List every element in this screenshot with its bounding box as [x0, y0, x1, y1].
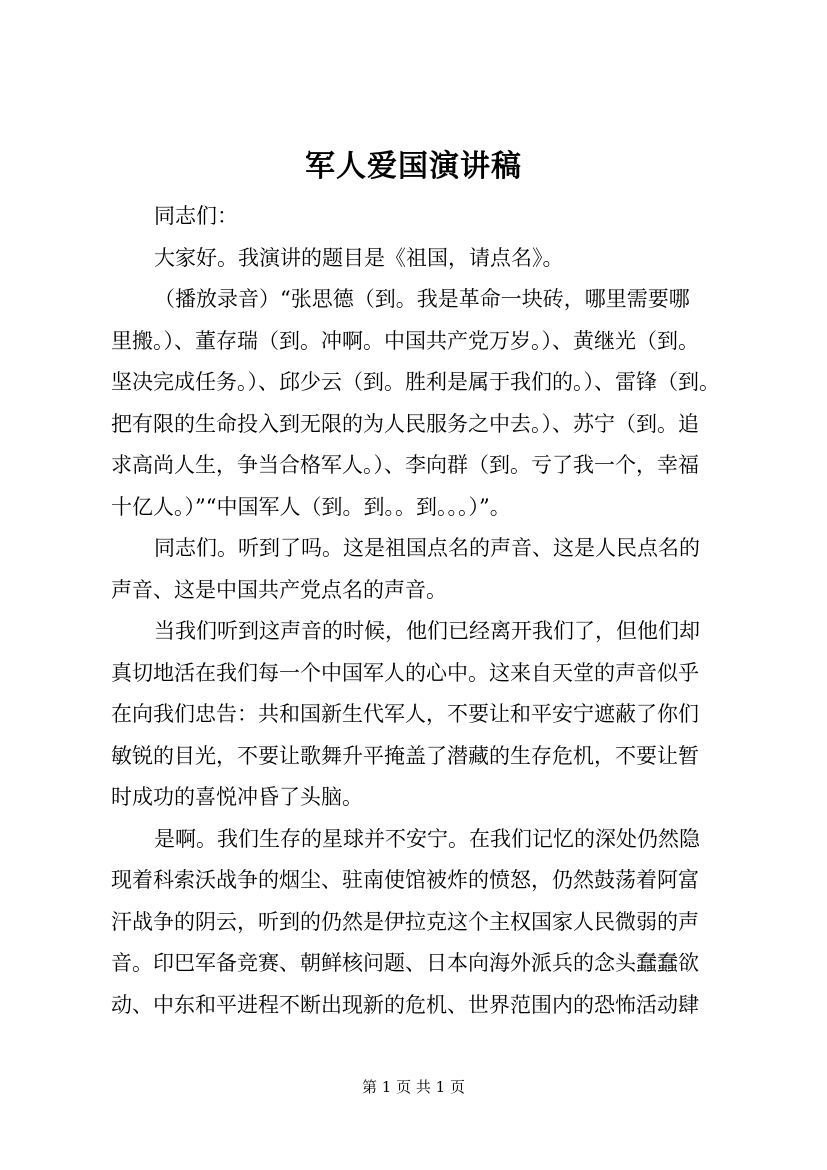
text-line: 音。印巴军备竞赛、朝鲜核问题、日本向海外派兵的念头蠢蠢欲 — [111, 951, 699, 975]
text-line: 声音、这是中国共产党点名的声音。 — [111, 577, 447, 602]
paragraph-warning — [111, 611, 741, 819]
text-line: 把有限的生命投入到无限的为人民服务之中去。）、苏宁（到。追 — [111, 411, 699, 436]
text-line: 时成功的喜悦冲昏了头脑。 — [111, 785, 363, 809]
paragraph-world — [111, 819, 741, 1027]
text-line: 十亿人。）”“中国军人（到。到。。到。。。）”。 — [111, 494, 511, 519]
text-line: 大家好。我演讲的题目是《祖国，请点名》。 — [154, 245, 564, 270]
text-line: 敏锐的目光，不要让歌舞升平掩盖了潜藏的生存危机，不要让暂 — [111, 743, 699, 768]
text-line: 坚决完成任务。）、邱少云（到。胜利是属于我们的。）、雷锋（到。 — [111, 370, 720, 394]
text-line: 真切地活在我们每一个中国军人的心中。这来自天堂的声音似乎 — [111, 660, 699, 685]
paragraph-voice — [111, 528, 741, 611]
text-line: 动、中东和平进程不断出现新的危机、世界范围内的恐怖活动肆 — [111, 992, 699, 1017]
page-title: 军人爱国演讲稿 — [305, 149, 522, 184]
paragraph-intro — [111, 238, 741, 280]
text-line: （播放录音）“张思德（到。我是革命一块砖，哪里需要哪 — [154, 287, 690, 311]
paragraph-greeting — [111, 196, 741, 238]
text-line: 同志们： — [154, 204, 238, 228]
text-line: 里搬。）、董存瑞（到。冲啊。中国共产党万岁。）、黄继光（到。 — [111, 328, 699, 353]
text-line: 当我们听到这声音的时候，他们已经离开我们了，但他们却 — [154, 619, 700, 643]
text-line: 在向我们忠告：共和国新生代军人，不要让和平安宁遮蔽了你们 — [111, 702, 699, 726]
page-footer: 第 1 页 共 1 页 — [362, 1078, 465, 1096]
text-line: 现着科索沃战争的烟尘、驻南使馆被炸的愤怒，仍然鼓荡着阿富 — [111, 868, 699, 892]
text-line: 同志们。听到了吗。这是祖国点名的声音、这是人民点名的 — [154, 536, 700, 560]
document-body — [111, 196, 741, 1026]
text-line: 汗战争的阴云，听到的仍然是伊拉克这个主权国家人民微弱的声 — [111, 909, 699, 934]
paragraph-roll-call — [111, 279, 741, 528]
text-line: 求高尚人生，争当合格军人。）、李向群（到。亏了我一个，幸福 — [111, 453, 699, 477]
text-line: 是啊。我们生存的星球并不安宁。在我们记忆的深处仍然隐 — [154, 826, 700, 851]
